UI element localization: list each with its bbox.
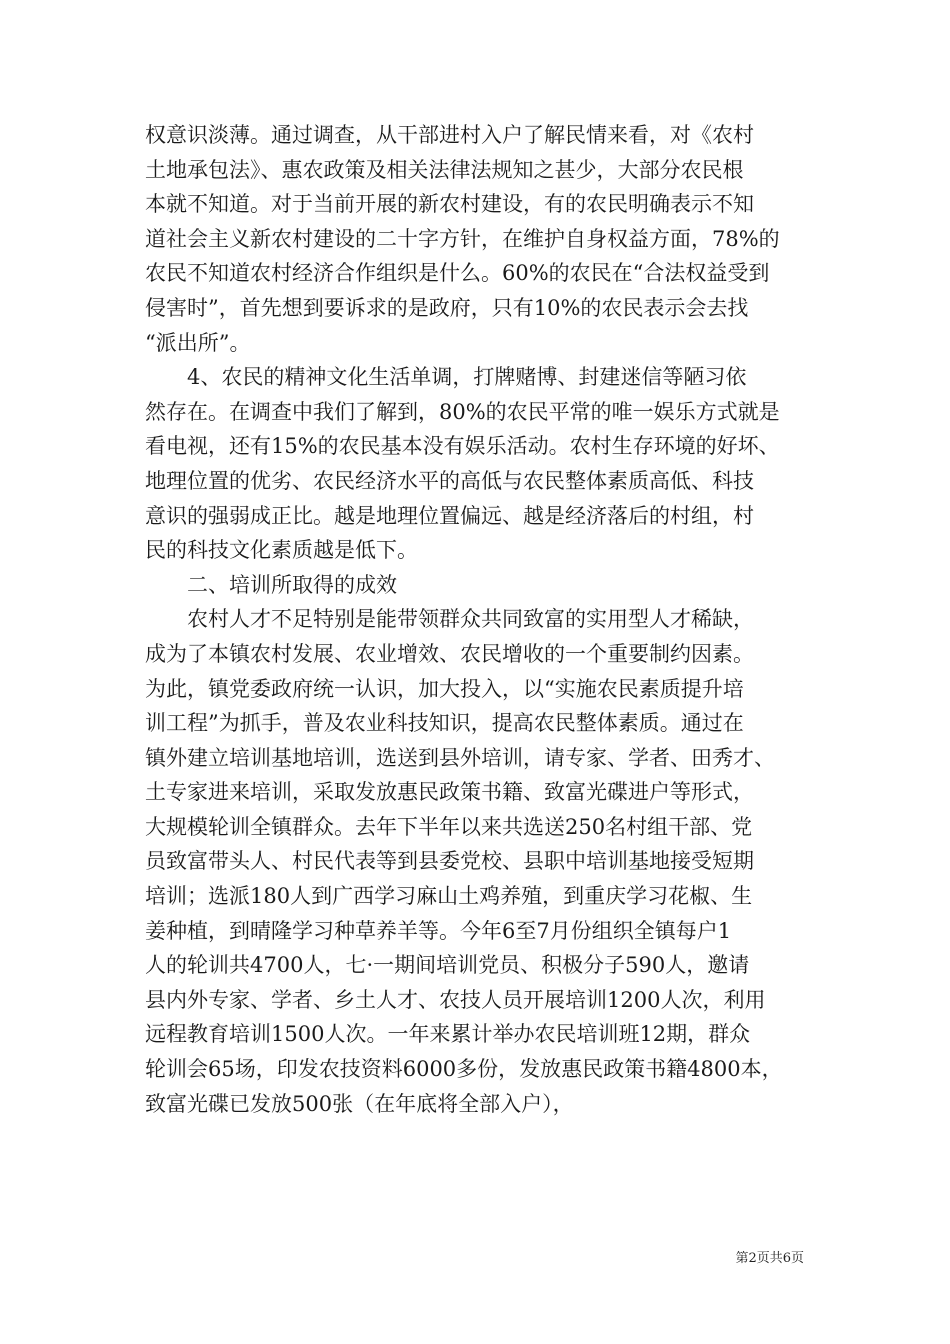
text-line: 民的科技文化素质越是低下。 <box>145 538 418 563</box>
text-line: 远程教育培训1500人次。一年来累计举办农民培训班12期，群众 <box>145 1022 751 1047</box>
text-line: 土专家进来培训，采取发放惠民政策书籍、致富光碟进户等形式， <box>145 780 754 805</box>
text-line: 农村人才不足特别是能带领群众共同致富的实用型人才稀缺， <box>187 607 754 632</box>
text-line: 致富光碟已发放500张（在年底将全部入户）， <box>145 1091 574 1116</box>
text-line: 权意识淡薄。通过调查，从干部进村入户了解民情来看，对《农村 <box>145 123 754 147</box>
text-line: 意识的强弱成正比。越是地理位置偏远、越是经济落后的村组，村 <box>145 503 754 528</box>
text-line: 为此，镇党委政府统一认识，加大投入，以“实施农民素质提升培 <box>145 676 744 701</box>
text-line: 训工程”为抓手，普及农业科技知识，提高农民整体素质。通过在 <box>145 711 744 736</box>
text-line: 人的轮训共4700人，七·一期间培训党员、积极分子590人，邀请 <box>145 953 750 978</box>
text-line: 农民不知道农村经济合作组织是什么。60%的农民在“合法权益受到 <box>145 261 770 286</box>
text-line: 侵害时”，首先想到要诉求的是政府，只有10%的农民表示会去找 <box>145 295 749 320</box>
text-line: 镇外建立培训基地培训，选送到县外培训，请专家、学者、田秀才、 <box>145 745 775 770</box>
text-line: 道社会主义新农村建设的二十字方针，在维护自身权益方面，78%的 <box>145 226 780 251</box>
text-line: “派出所”。 <box>145 330 251 355</box>
text-line: 培训；选派180人到广西学习麻山土鸡养殖，到重庆学习花椒、生 <box>145 884 753 909</box>
text-line: 土地承包法》、惠农政策及相关法律法规知之甚少，大部分农民根 <box>145 157 744 182</box>
text-line: 然存在。在调查中我们了解到，80%的农民平常的唯一娱乐方式就是 <box>145 399 780 424</box>
text-line: 姜种植，到晴隆学习种草养羊等。今年6至7月份组织全镇每户1 <box>145 918 732 943</box>
text-line: 本就不知道。对于当前开展的新农村建设，有的农民明确表示不知 <box>145 192 754 217</box>
text-line: 县内外专家、学者、乡土人才、农技人员开展培训1200人次，利用 <box>145 987 766 1012</box>
section-heading: 二、培训所取得的成效 <box>187 572 397 597</box>
body-text <box>145 118 815 1121</box>
text-line: 地理位置的优劣、农民经济水平的高低与农民整体素质高低、科技 <box>145 468 754 493</box>
text-line: 轮训会65场，印发农技资料6000多份，发放惠民政策书籍4800本， <box>145 1057 783 1082</box>
text-line: 看电视，还有15%的农民基本没有娱乐活动。农村生存环境的好坏、 <box>145 434 780 459</box>
page-number-footer: 第2页共6页 <box>735 1251 804 1266</box>
text-line: 大规模轮训全镇群众。去年下半年以来共选送250名村组干部、党 <box>145 814 753 839</box>
text-line: 员致富带头人、村民代表等到县委党校、县职中培训基地接受短期 <box>145 849 754 874</box>
text-line: 4、农民的精神文化生活单调，打牌赌博、封建迷信等陋习依 <box>187 365 747 390</box>
text-line: 成为了本镇农村发展、农业增效、农民增收的一个重要制约因素。 <box>145 641 754 666</box>
